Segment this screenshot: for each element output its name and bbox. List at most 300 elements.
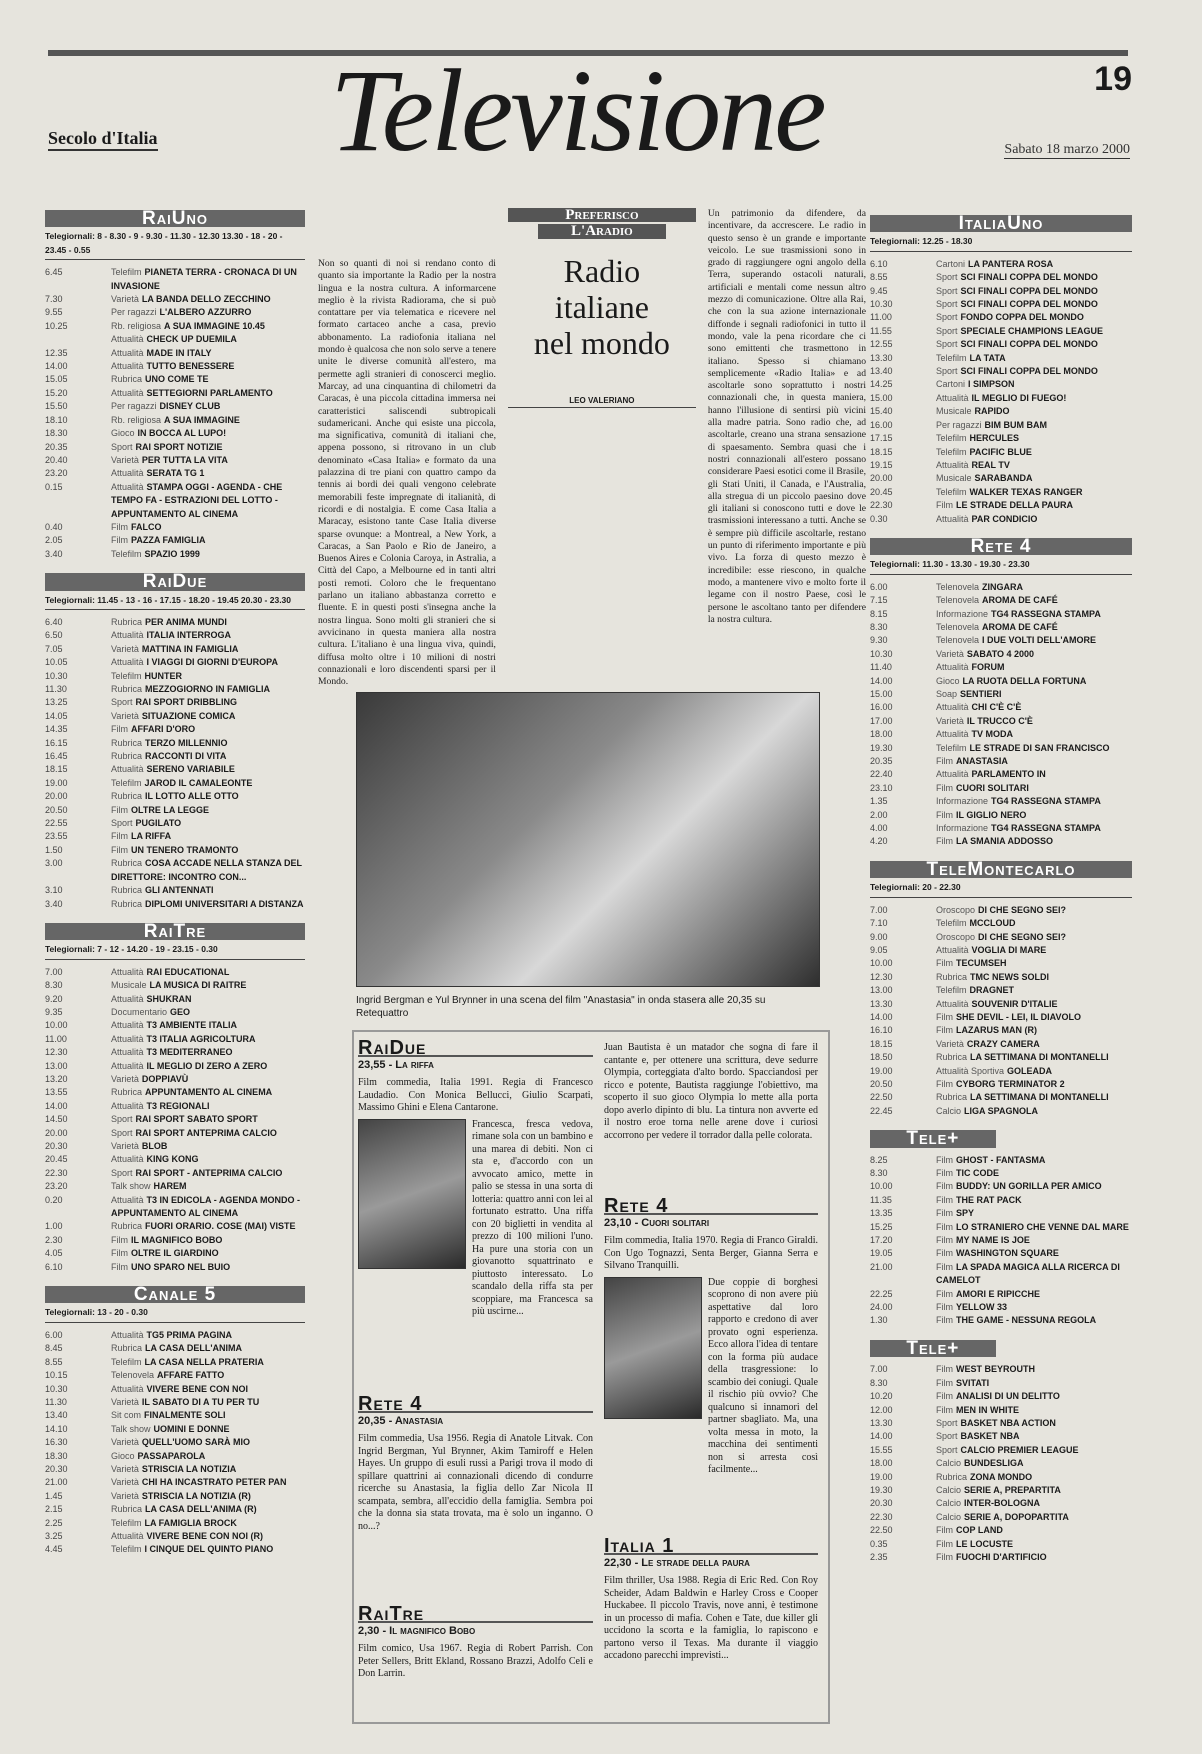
schedule-time: 22.40 [870, 769, 893, 780]
schedule-row [870, 1511, 1132, 1524]
schedule-time: 6.00 [45, 1329, 63, 1340]
schedule-title: ZONA MONDO [970, 1471, 1033, 1482]
schedule-row [45, 1019, 305, 1032]
schedule-title: IL GIGLIO NERO [956, 809, 1027, 820]
schedule-entry [111, 1019, 237, 1032]
schedule-entry [936, 1051, 1109, 1064]
pick-italia1 [604, 1535, 818, 1663]
schedule-genre: Film [936, 958, 953, 969]
schedule-genre: Varietà [111, 294, 139, 305]
schedule-row [870, 258, 1132, 271]
channel-head-raitre: RaiTre [45, 923, 305, 940]
schedule-row [870, 917, 1132, 930]
schedule-genre: Film [111, 844, 128, 855]
schedule-entry [936, 1363, 1035, 1376]
schedule-row [870, 1154, 1132, 1167]
schedule-genre: Rubrica [111, 858, 143, 869]
schedule-title: CYBORG TERMINATOR 2 [956, 1078, 1065, 1089]
schedule-entry [111, 534, 206, 547]
schedule-row [45, 966, 305, 979]
schedule-time: 9.05 [870, 944, 888, 955]
schedule-time: 8.15 [870, 608, 888, 619]
schedule-title: I VIAGGI DI GIORNI D'EUROPA [146, 657, 279, 668]
schedule-entry [111, 737, 228, 750]
schedule-genre: Sport [936, 366, 958, 377]
schedule-row [45, 467, 305, 480]
schedule-entry [111, 373, 209, 386]
schedule-entry [111, 1463, 236, 1476]
schedule-entry [111, 387, 273, 400]
schedule-genre: Oroscopo [936, 904, 976, 915]
schedule-time: 2.00 [870, 809, 888, 820]
schedule-time: 10.00 [870, 1181, 893, 1192]
schedule-row [870, 1167, 1132, 1180]
schedule-row [45, 427, 305, 440]
schedule-title: PASSAPAROLA [137, 1450, 206, 1461]
schedule-raiuno [45, 266, 305, 561]
schedule-title: STRISCIA LA NOTIZIA [141, 1463, 237, 1474]
pick-rete4a-channel: Rete 4 [358, 1398, 593, 1413]
schedule-genre: Informazione [936, 823, 989, 834]
schedule-genre: Varietà [111, 454, 139, 465]
riffa-photo [358, 1119, 466, 1269]
schedule-row [870, 1024, 1132, 1037]
schedule-genre: Varietà [936, 1038, 964, 1049]
schedule-time: 14.00 [870, 1011, 893, 1022]
schedule-row [870, 1247, 1132, 1260]
schedule-entry [111, 1180, 187, 1193]
schedule-genre: Telefilm [936, 918, 967, 929]
schedule-title: MADE IN ITALY [146, 347, 212, 358]
schedule-entry [936, 971, 1049, 984]
schedule-genre: Film [111, 521, 128, 532]
schedule-title: A SUA IMMAGINE 10.45 [164, 320, 265, 331]
schedule-row [45, 683, 305, 696]
article-col-1: Non so quanti di noi si rendano conto di quanto sia importante la Radio per la nostra lingua e la nostra cultura. A informarcene meglio è la rivista Radiorama, che si può contattare per via telematica e ricevere nel formato cartaceo anche a casa, previo abbonamento. La radiofonia italiana nel mondo è qualcosa che non solo serve a tenere unite le diverse comunità all'estero, ma permette agli stranieri di conoscerci meglio. Marcay, ad una cinquantina di chilometri da Caracas, è una piccola cittadina immersa nei caratteristici saliscendi subtropicali sudamericani. Anche qui esiste una piccola, ma significativa, comunità di italiani che, appena possono, si ritrovano in un club denominato «Casa Italia» e formato da una palazzina di tre piani con quattro campo da tennis ai bordi dei quali vengono celebrate memorabili feste impregnate di italianità, di ricordi e di nostalgia. E come Casa Italia a Maracay, esistono tante Case Italia diverse sparse ovunque: a Montreal, a New York, a Caracas, a San Paolo e Rio de Janeiro, a Buenos Aires e Colonia Caroya, in Astralia, a Città del Capo, a Melbourne ed in tanti altri posti remoti. Coloro che le frequentano parlano un italiano abbastanza corretto e fluente. E in questi posti s'insegna anche la nostra lingua. Sono molti gli stranieri che si avvicinano in questa maniera alla nostra cultura. L'italiano è una lingua viva, quindi, diffusa molto oltre i 10 milioni di nostri connazionali e loro discendenti sparsi per il Mondo. [318, 258, 496, 688]
schedule-time: 16.30 [45, 1437, 68, 1448]
schedule-canale5 [45, 1329, 305, 1557]
schedule-row [45, 1503, 305, 1516]
schedule-time: 11.00 [870, 312, 892, 323]
schedule-time: 23.10 [870, 782, 893, 793]
schedule-time: 1.30 [870, 1315, 888, 1326]
schedule-entry [111, 643, 238, 656]
schedule-entry [936, 1180, 1102, 1193]
schedule-genre: Attualità [936, 998, 969, 1009]
schedule-entry [111, 1046, 233, 1059]
schedule-time: 13.00 [45, 1060, 68, 1071]
schedule-time: 7.10 [870, 918, 888, 929]
schedule-time: 13.35 [870, 1208, 893, 1219]
pick-raidue-lead: Film commedia, Italia 1991. Regia di Francesco Laudadio. Con Monica Bellucci, Giulio Scarpati, Massimo Ghini e Elena Cantarone. [358, 1077, 593, 1113]
schedule-genre: Calcio [936, 1458, 962, 1469]
schedule-time: 13.30 [870, 1417, 893, 1428]
schedule-time: 19.30 [870, 1484, 893, 1495]
schedule-entry [936, 755, 1008, 768]
schedule-genre: Cartoni [936, 258, 966, 269]
schedule-entry [936, 1221, 1129, 1234]
schedule-row [45, 1194, 305, 1221]
schedule-genre: Oroscopo [936, 931, 976, 942]
schedule-row [45, 1247, 305, 1260]
schedule-genre: Film [111, 804, 128, 815]
schedule-time: 9.20 [45, 993, 63, 1004]
schedule-row [870, 1417, 1132, 1430]
schedule-row [45, 1234, 305, 1247]
schedule-row [870, 782, 1132, 795]
schedule-title: HAREM [153, 1181, 187, 1192]
schedule-genre: Film [111, 724, 128, 735]
schedule-title: LO STRANIERO CHE VENNE DAL MARE [956, 1221, 1129, 1232]
schedule-entry [111, 844, 238, 857]
schedule-entry [111, 1423, 230, 1436]
schedule-time: 16.45 [45, 751, 68, 762]
schedule-genre: Telenovela [936, 595, 980, 606]
schedule-row [45, 441, 305, 454]
schedule-title: AROMA DE CAFÉ [982, 621, 1058, 632]
schedule-row [870, 1180, 1132, 1193]
schedule-time: 8.30 [870, 1377, 888, 1388]
schedule-time: 0.40 [45, 521, 63, 532]
schedule-entry [111, 1006, 190, 1019]
schedule-time: 20.35 [870, 756, 893, 767]
schedule-title: T3 MEDITERRANEO [146, 1047, 233, 1058]
schedule-row [45, 521, 305, 534]
schedule-title: CHECK UP DUEMILA [146, 334, 237, 345]
schedule-teleplus-1 [870, 1154, 1132, 1328]
schedule-time: 18.00 [870, 1458, 893, 1469]
schedule-title: LAZARUS MAN (R) [956, 1025, 1037, 1036]
schedule-row [45, 1369, 305, 1382]
schedule-row [45, 1342, 305, 1355]
schedule-row [45, 830, 305, 843]
schedule-entry [936, 1471, 1032, 1484]
schedule-genre: Film [111, 535, 128, 546]
schedule-genre: Telenovela [936, 635, 980, 646]
page-number: 19 [1094, 60, 1132, 98]
schedule-title: L'ALBERO AZZURRO [159, 307, 252, 318]
schedule-genre: Sit com [111, 1410, 142, 1421]
schedule-time: 22.30 [870, 500, 893, 511]
schedule-row [870, 998, 1132, 1011]
schedule-title: CRAZY CAMERA [966, 1038, 1040, 1049]
schedule-entry [111, 1086, 272, 1099]
schedule-row [870, 728, 1132, 741]
schedule-entry [936, 419, 1047, 432]
schedule-row [45, 548, 305, 561]
schedule-genre: Attualità [936, 769, 969, 780]
schedule-row [870, 984, 1132, 997]
schedule-title: SITUAZIONE COMICA [141, 710, 236, 721]
schedule-genre: Telefilm [936, 985, 967, 996]
schedule-entry [936, 392, 1066, 405]
schedule-row [870, 594, 1132, 607]
schedule-title: TERZO MILLENNIO [145, 737, 228, 748]
schedule-time: 22.30 [45, 1167, 68, 1178]
schedule-entry [936, 1497, 1040, 1510]
schedule-genre: Telefilm [111, 1356, 142, 1367]
pick-italia1-when: 22,30 - Le strade della paura [604, 1556, 750, 1569]
channel-head-raidue: RaiDue [45, 573, 305, 590]
schedule-title: SHE DEVIL - LEI, IL DIAVOLO [956, 1011, 1082, 1022]
schedule-genre: Attualità [936, 392, 969, 403]
schedule-title: CUORI SOLITARI [956, 782, 1029, 793]
right-column [870, 215, 1132, 1564]
schedule-title: WALKER TEXAS RANGER [969, 486, 1083, 497]
schedule-title: TIC CODE [956, 1168, 1000, 1178]
kicker-1: Preferisco [508, 208, 696, 222]
schedule-row [870, 634, 1132, 647]
schedule-row [870, 1551, 1132, 1564]
schedule-genre: Attualità [936, 702, 969, 713]
schedule-entry [936, 1234, 1030, 1247]
schedule-time: 22.25 [870, 1288, 893, 1299]
schedule-entry [111, 1530, 263, 1543]
schedule-title: YELLOW 33 [956, 1302, 1008, 1313]
schedule-entry [111, 1100, 210, 1113]
schedule-entry [936, 957, 1007, 970]
schedule-time: 9.00 [870, 931, 888, 942]
schedule-row [45, 293, 305, 306]
pick-raitre-when: 2,30 - Il magnifico Bobo [358, 1624, 476, 1637]
schedule-entry [111, 400, 220, 413]
schedule-genre: Telefilm [936, 352, 967, 363]
schedule-entry [111, 1113, 258, 1126]
schedule-entry [111, 293, 271, 306]
schedule-title: LA SMANIA ADDOSSO [956, 836, 1054, 847]
schedule-genre: Telefilm [936, 486, 967, 497]
schedule-genre: Film [936, 1302, 953, 1313]
schedule-title: BLOB [141, 1141, 168, 1151]
schedule-title: LA SETTIMANA DI MONTANELLI [970, 1092, 1109, 1103]
schedule-entry [111, 441, 223, 454]
schedule-row [45, 1383, 305, 1396]
schedule-row [870, 675, 1132, 688]
schedule-entry [936, 1538, 1013, 1551]
schedule-time: 10.15 [45, 1370, 68, 1381]
schedule-row [870, 1404, 1132, 1417]
schedule-title: SERIE A, PREPARTITA [964, 1484, 1061, 1495]
schedule-row [45, 400, 305, 413]
schedule-title: SENTIERI [960, 689, 1002, 699]
schedule-genre: Sport [111, 818, 133, 829]
schedule-genre: Rubrica [111, 374, 143, 385]
schedule-genre: Varietà [111, 643, 139, 654]
schedule-title: IL MAGNIFICO BOBO [131, 1234, 223, 1245]
schedule-time: 3.40 [45, 898, 63, 909]
schedule-title: IL TRUCCO C'È [966, 715, 1033, 726]
schedule-genre: Sport [936, 1417, 958, 1428]
schedule-time: 11.40 [870, 662, 892, 673]
schedule-row [870, 621, 1132, 634]
schedule-title: LA SPADA MAGICA ALLA RICERCA DI CAMELOT [936, 1261, 1120, 1286]
schedule-time: 20.45 [870, 486, 893, 497]
schedule-genre: Telefilm [111, 1544, 142, 1555]
schedule-title: TG4 RASSEGNA STAMPA [991, 823, 1101, 834]
schedule-entry [936, 365, 1098, 378]
schedule-genre: Attualità [111, 657, 144, 668]
schedule-row [870, 822, 1132, 835]
schedule-title: FINALMENTE SOLI [144, 1410, 226, 1421]
schedule-time: 0.20 [45, 1194, 63, 1205]
schedule-genre: Rubrica [111, 1221, 143, 1232]
schedule-title: SPECIALE CHAMPIONS LEAGUE [960, 325, 1104, 336]
schedule-row [45, 817, 305, 830]
schedule-genre: Attualità [111, 1060, 144, 1071]
schedule-title: SOUVENIR D'ITALIE [971, 998, 1058, 1009]
schedule-time: 15.25 [870, 1221, 893, 1232]
schedule-title: INTER-BOLOGNA [964, 1498, 1041, 1509]
schedule-row [870, 486, 1132, 499]
schedule-title: FUOCHI D'ARTIFICIO [956, 1551, 1047, 1562]
schedule-title: RAI SPORT - ANTEPRIMA CALCIO [135, 1167, 283, 1178]
schedule-row [870, 298, 1132, 311]
schedule-time: 2.35 [870, 1551, 888, 1562]
tg-raidue: Telegiornali: 11.45 - 13 - 16 - 17.15 - 18.20 - 19.45 20.30 - 23.30 [45, 594, 305, 610]
schedule-entry [936, 1288, 1040, 1301]
schedule-title: BASKET NBA [960, 1431, 1020, 1442]
schedule-row [870, 931, 1132, 944]
schedule-time: 0.15 [45, 481, 63, 492]
schedule-entry [936, 594, 1058, 607]
article-title-3: nel mondo [533, 324, 670, 361]
schedule-time: 15.50 [45, 401, 68, 412]
schedule-row [45, 777, 305, 790]
schedule-entry [111, 898, 304, 911]
schedule-title: DRAGNET [969, 985, 1015, 996]
schedule-row [45, 993, 305, 1006]
schedule-title: LA PANTERA ROSA [968, 258, 1054, 269]
schedule-title: SPY [956, 1208, 975, 1219]
schedule-row [870, 701, 1132, 714]
pick-rete4-anastasia [358, 1393, 593, 1533]
schedule-genre: Varietà [936, 648, 964, 659]
schedule-entry [111, 710, 235, 723]
schedule-entry [936, 472, 1033, 485]
schedule-genre: Film [936, 1221, 953, 1232]
schedule-time: 14.00 [45, 361, 68, 372]
tg-rete4: Telegiornali: 11.30 - 13.30 - 19.30 - 23.30 [870, 558, 1132, 574]
schedule-genre: Film [936, 1181, 953, 1192]
schedule-row [45, 616, 305, 629]
schedule-title: CALCIO PREMIER LEAGUE [960, 1444, 1079, 1455]
tg-raiuno: Telegiornali: 8 - 8.30 - 9 - 9.30 - 11.30 - 12.30 13.30 - 18 - 20 - 23.45 - 0.55 [45, 230, 305, 260]
schedule-time: 8.25 [870, 1154, 888, 1165]
schedule-genre: Musicale [111, 980, 147, 991]
date: Sabato 18 marzo 2000 [1004, 142, 1130, 157]
schedule-row [870, 608, 1132, 621]
pick-raitre [358, 1603, 593, 1681]
schedule-title: RAI EDUCATIONAL [146, 966, 230, 977]
schedule-row [45, 1396, 305, 1409]
schedule-time: 8.30 [870, 1168, 888, 1178]
schedule-entry [936, 1065, 1052, 1078]
schedule-entry [936, 998, 1058, 1011]
tg-canale5: Telegiornali: 13 - 20 - 0.30 [45, 1306, 305, 1322]
schedule-time: 0.30 [870, 513, 888, 524]
schedule-genre: Sport [111, 441, 133, 452]
schedule-genre: Attualità [111, 361, 144, 372]
schedule-row [45, 1436, 305, 1449]
schedule-title: RAPIDO [974, 406, 1010, 417]
schedule-genre: Rubrica [111, 684, 143, 694]
schedule-row [870, 1105, 1132, 1118]
schedule-genre: Telefilm [111, 267, 142, 278]
schedule-entry [111, 548, 200, 561]
schedule-genre: Rubrica [111, 898, 143, 909]
schedule-time: 1.35 [870, 796, 888, 807]
schedule-row [45, 656, 305, 669]
schedule-row [870, 1234, 1132, 1247]
schedule-row [870, 1457, 1132, 1470]
schedule-genre: Cartoni [936, 379, 966, 390]
schedule-row [870, 1207, 1132, 1220]
schedule-row [870, 944, 1132, 957]
schedule-row [870, 1288, 1132, 1301]
schedule-entry [111, 1490, 251, 1503]
schedule-time: 10.25 [45, 320, 68, 331]
schedule-title: T3 IN EDICOLA - AGENDA MONDO - APPUNTAMENTO AL CINEMA [111, 1194, 301, 1219]
schedule-entry [936, 728, 1013, 741]
schedule-genre: Rubrica [936, 1471, 968, 1482]
schedule-row [870, 1497, 1132, 1510]
schedule-time: 22.50 [870, 1092, 893, 1103]
schedule-title: GOLEADA [1007, 1065, 1053, 1076]
schedule-row [45, 1329, 305, 1342]
schedule-row [45, 1046, 305, 1059]
schedule-entry [936, 931, 1066, 944]
schedule-entry [936, 285, 1098, 298]
schedule-genre: Film [936, 809, 953, 820]
schedule-title: RACCONTI DI VITA [145, 751, 227, 762]
schedule-entry [936, 1207, 974, 1220]
schedule-title: BASKET NBA ACTION [960, 1417, 1056, 1428]
schedule-genre: Musicale [936, 406, 972, 417]
schedule-time: 20.50 [870, 1078, 893, 1089]
schedule-genre: Film [936, 1288, 953, 1299]
schedule-entry [936, 835, 1053, 848]
schedule-time: 4.00 [870, 823, 888, 834]
schedule-time: 23.55 [45, 831, 68, 842]
schedule-genre: Film [936, 1525, 953, 1536]
schedule-title: SABATO 4 2000 [966, 648, 1035, 659]
schedule-entry [936, 1390, 1060, 1403]
channel-head-teleplus-1: Tele+ [870, 1130, 996, 1147]
schedule-entry [111, 629, 231, 642]
schedule-genre: Gioco [111, 428, 135, 439]
schedule-row [870, 311, 1132, 324]
schedule-title: T3 ITALIA AGRICOLTURA [146, 1033, 256, 1044]
schedule-time: 20.00 [45, 791, 68, 802]
schedule-time: 3.25 [45, 1530, 63, 1541]
schedule-row [45, 481, 305, 521]
schedule-time: 8.30 [870, 621, 888, 632]
schedule-time: 15.20 [45, 387, 68, 398]
schedule-time: 21.00 [45, 1477, 68, 1488]
schedule-time: 9.55 [45, 307, 63, 318]
schedule-title: SERENO VARIABILE [146, 764, 235, 775]
photo-caption: Ingrid Bergman e Yul Brynner in una scena del film "Anastasia" in onda stasera alle 20,35 su Retequattro [356, 995, 766, 1019]
schedule-genre: Telefilm [111, 548, 142, 559]
schedule-row [45, 670, 305, 683]
pick-bobo-text: Juan Bautista è un matador che sogna di fare il cantante e, per ottenere una scrittura, deve sedurre Olympia, corteggiata d'alto bordo. Spacciandosi per ricco e potente, Bautista raggiunge l'obiettivo, ma scoperto il suo gioco Olympia lo mette alla porta dopo averlo dipinto di blu. La tintura non avverte ed il nostro eroe torna nelle arene dove i curiosi accorrono per vedere il torrador dalla pelle colorata. [604, 1042, 818, 1141]
schedule-row [870, 338, 1132, 351]
schedule-entry [936, 675, 1086, 688]
schedule-row [870, 459, 1132, 472]
schedule-entry [111, 857, 305, 884]
schedule-title: T3 AMBIENTE ITALIA [146, 1020, 238, 1031]
schedule-title: HUNTER [144, 670, 183, 681]
